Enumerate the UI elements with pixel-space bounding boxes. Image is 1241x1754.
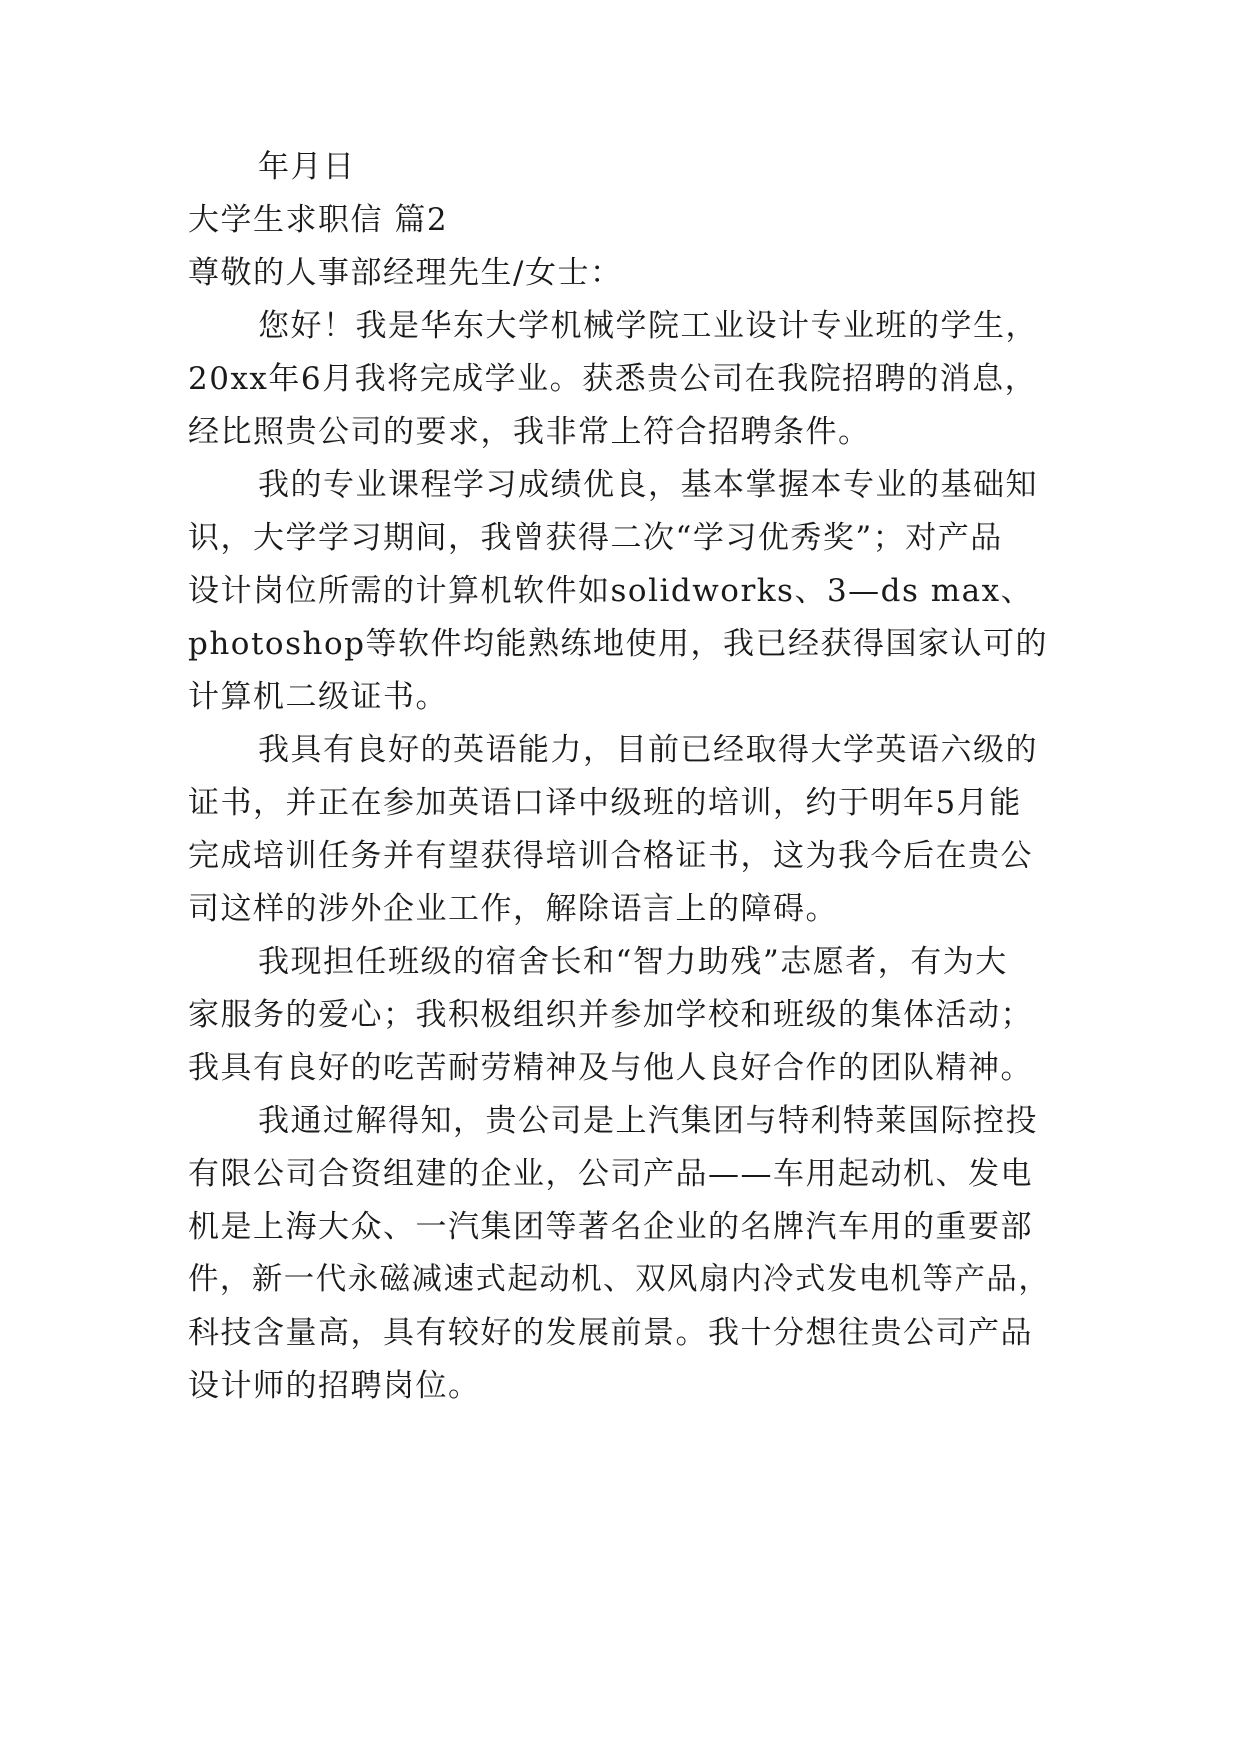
salutation: 尊敬的人事部经理先生/女士：	[188, 255, 623, 291]
letter-heading: 大学生求职信 篇2	[188, 202, 449, 238]
paragraph-3-line-2: 证书，并正在参加英语口译中级班的培训，约于明年5月能	[188, 785, 1022, 821]
paragraph-4-line-3: 我具有良好的吃苦耐劳精神及与他人良好合作的团队精神。	[188, 1050, 1033, 1086]
paragraph-2-line-1: 我的专业课程学习成绩优良，基本掌握本专业的基础知	[258, 467, 1038, 503]
date-line: 年月日	[258, 149, 356, 185]
paragraph-2-line-5: 计算机二级证书。	[188, 679, 448, 715]
paragraph-5-line-3: 机是上海大众、一汽集团等著名企业的名牌汽车用的重要部	[188, 1209, 1033, 1245]
paragraph-3-line-3: 完成培训任务并有望获得培训合格证书，这为我今后在贵公	[188, 838, 1033, 874]
paragraph-2-line-2: 识，大学学习期间，我曾获得二次“学习优秀奖”；对产品	[188, 520, 1003, 556]
paragraph-2-line-4: photoshop等软件均能熟练地使用，我已经获得国家认可的	[188, 626, 1048, 662]
paragraph-1-line-2: 20xx年6月我将完成学业。获悉贵公司在我院招聘的消息，	[188, 361, 1038, 397]
paragraph-4-line-1: 我现担任班级的宿舍长和“智力助残”志愿者，有为大	[258, 944, 1008, 980]
paragraph-1-line-1: 您好！我是华东大学机械学院工业设计专业班的学生，	[258, 308, 1038, 344]
paragraph-3-line-1: 我具有良好的英语能力，目前已经取得大学英语六级的	[258, 732, 1038, 768]
paragraph-5-line-6: 设计师的招聘岗位。	[188, 1368, 481, 1404]
paragraph-3-line-4: 司这样的涉外企业工作，解除语言上的障碍。	[188, 891, 838, 927]
paragraph-5-line-4: 件，新一代永磁减速式起动机、双风扇内冷式发电机等产品，	[188, 1262, 1051, 1297]
paragraph-5-line-5: 科技含量高，具有较好的发展前景。我十分想往贵公司产品	[188, 1315, 1033, 1351]
paragraph-4-line-2: 家服务的爱心；我积极组织并参加学校和班级的集体活动；	[188, 997, 1033, 1033]
paragraph-5-line-2: 有限公司合资组建的企业，公司产品——车用起动机、发电	[188, 1156, 1033, 1192]
paragraph-2-line-3: 设计岗位所需的计算机软件如solidworks、3—ds max、	[188, 573, 1034, 609]
paragraph-5-line-1: 我通过解得知，贵公司是上汽集团与特利特莱国际控投	[258, 1103, 1038, 1139]
paragraph-1-line-3: 经比照贵公司的要求，我非常上符合招聘条件。	[188, 414, 871, 450]
